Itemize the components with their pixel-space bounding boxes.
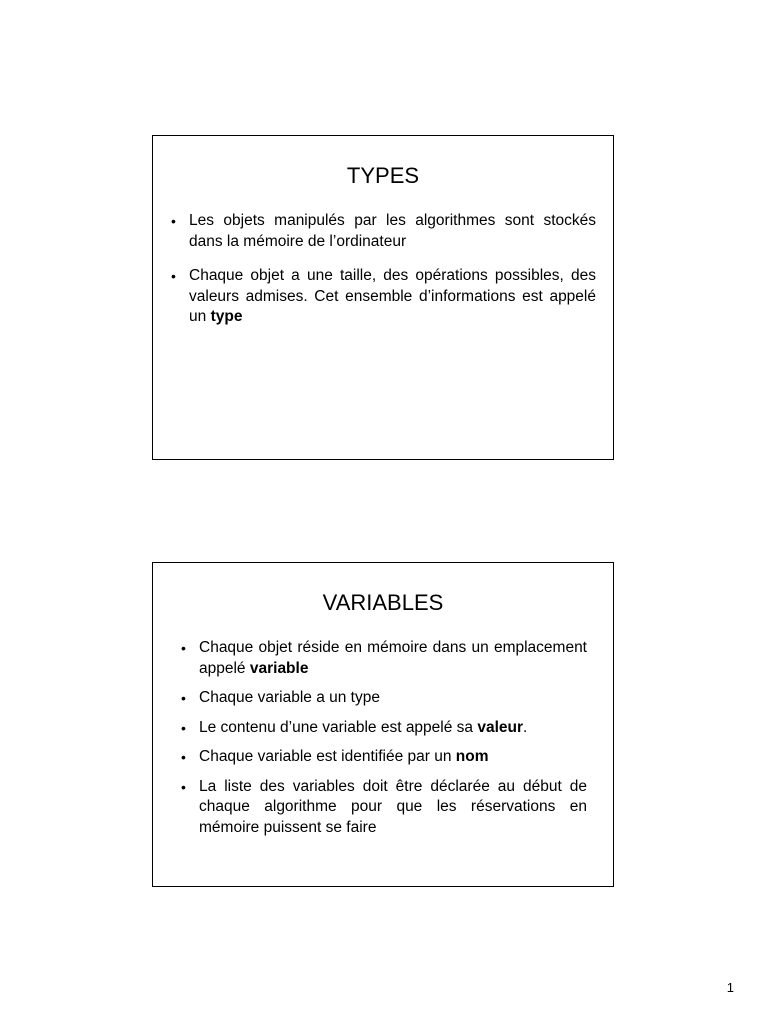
bullet-text: Chaque objet a une taille, des opérations possibles, des valeurs admises. Cet ensemble d’informations est appelé un — [189, 267, 596, 325]
bullet-dot-icon: • — [181, 749, 186, 765]
bullet-item — [181, 638, 587, 679]
slide-title: VARIABLES — [322, 590, 444, 615]
bullet-list — [153, 211, 613, 328]
bullet-item — [171, 211, 596, 252]
bullet-item — [181, 718, 587, 739]
slide-types — [152, 135, 614, 460]
bullet-text: Chaque variable est identifiée par un — [199, 748, 456, 765]
bullet-dot-icon: • — [181, 640, 186, 656]
bullet-dot-icon: • — [171, 268, 176, 284]
bullet-text: La liste des variables doit être déclarée au début de chaque algorithme pour que les réservations en mémoire puissent se faire — [199, 777, 587, 836]
slide-title: TYPES — [346, 163, 420, 188]
bullet-item — [181, 747, 587, 768]
bullet-text: Chaque variable a un type — [199, 689, 380, 706]
bullet-item — [181, 688, 587, 709]
bullet-text: Le contenu d’une variable est appelé sa — [199, 718, 478, 736]
bullet-bold-term: type — [210, 308, 243, 325]
bullet-trailing-text: . — [523, 718, 528, 736]
bullet-list — [153, 638, 613, 838]
bullet-bold-term: variable — [249, 659, 309, 677]
bullet-dot-icon: • — [171, 213, 176, 229]
bullet-dot-icon: • — [181, 690, 186, 706]
bullet-bold-term: nom — [455, 748, 489, 765]
bullet-item — [181, 777, 587, 839]
bullet-dot-icon: • — [181, 778, 186, 795]
bullet-item — [171, 266, 596, 328]
page-number: 1 — [726, 980, 734, 995]
bullet-dot-icon: • — [181, 719, 186, 736]
bullet-text: Chaque objet réside en mémoire dans un emplacement appelé — [199, 639, 587, 677]
bullet-text: Les objets manipulés par les algorithmes sont stockés dans la mémoire de l’ordinateur — [189, 212, 596, 250]
slide-variables — [152, 562, 614, 887]
bullet-bold-term: valeur — [477, 718, 524, 736]
